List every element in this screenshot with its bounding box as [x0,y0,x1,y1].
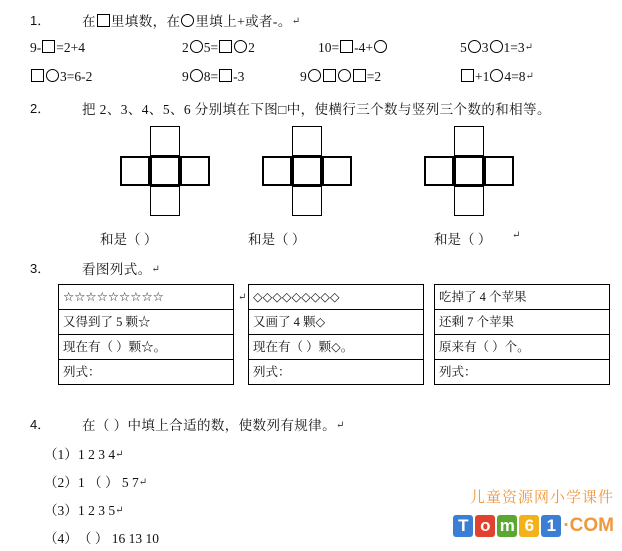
table-row [249,335,424,360]
table-cell: 列式： [59,360,234,385]
circle-glyph [181,14,194,27]
table-cell: 又画了 4 颗◇ [249,310,424,335]
box-glyph [42,40,55,53]
table-row [249,285,424,310]
sequence-row-2: （2）1 （ ） 5 7↵ [44,471,147,491]
q1-row-1-expr-2: 2 5= 2 [182,40,255,55]
circle-glyph [308,69,321,82]
table-row [435,335,610,360]
table-cell: ☆☆☆☆☆☆☆☆☆ [59,285,234,310]
question-4-prompt-text: 在（ ）中填上合适的数，使数列有规律。 [82,418,336,433]
question-3-number: 3． [30,261,51,276]
table-row [249,360,424,385]
q1-row-1-expr-4: 5 3 1=3↵ [460,40,534,55]
sequence-label: （4） [44,531,78,546]
circle-glyph [338,69,351,82]
circle-glyph [374,40,387,53]
table-row [59,335,234,360]
cross-cell-left [120,156,150,186]
sequence-values: （ ） 16 13 10 [78,531,159,546]
cross-cell-right [322,156,352,186]
table-row [435,310,610,335]
box-glyph [219,69,232,82]
cross-cell-right [484,156,514,186]
picture-table-2 [248,284,424,385]
circle-glyph [490,40,503,53]
cross-cell-center [150,156,180,186]
watermark-logo [453,511,614,541]
table-cell: ◇◇◇◇◇◇◇◇◇ [249,285,424,310]
question-4-number: 4． [30,417,51,432]
cross-cell-right [180,156,210,186]
table-row [435,285,610,310]
table-cell: 现在有（ ）颗☆。 [59,335,234,360]
q1-row-2-expr-4: +1 4=8↵ [460,69,534,85]
sum-label-1: 和是（ ） [100,232,158,247]
question-2-prompt: 把 2、3、4、5、6 分别填在下图□中，使横行三个数与竖列三个数的和相等。 [82,102,551,117]
q1-row-1-expr-1: 9- =2+4 [30,40,85,55]
logo-dot: · [563,515,570,536]
logo-letter-6: 6 [519,515,539,537]
box-glyph [353,69,366,82]
logo-letter-c: C [569,515,584,536]
cross-cell-bottom [454,186,484,216]
sequence-label: （2） [44,475,78,490]
cross-cell-top [454,126,484,156]
logo-letter-1: 1 [541,515,561,537]
cross-cell-bottom [292,186,322,216]
cross-figure-2 [262,126,352,216]
sequence-label: （1） [44,447,78,462]
picture-table-1 [58,284,234,385]
cross-cell-left [262,156,292,186]
sequence-values: 1 2 3 5 [78,503,116,518]
sequence-row-4 [44,527,159,547]
table-cell: 列式： [435,360,610,385]
table-cell: 吃掉了 4 个苹果 [435,285,610,310]
circle-glyph [468,40,481,53]
box-glyph [219,40,232,53]
logo-letter-o2: O [583,515,599,536]
sequence-values: 1 （ ） 5 7 [78,475,139,490]
table-row [59,360,234,385]
question-1-number: 1． [30,13,51,28]
question-2-number: 2． [30,101,51,116]
box-glyph [323,69,336,82]
sum-label-return: ↵ [512,230,521,241]
circle-glyph [490,69,503,82]
circle-glyph [234,40,247,53]
box-glyph [31,69,44,82]
table-cell: 列式： [249,360,424,385]
cross-cell-center [292,156,322,186]
table-row [249,310,424,335]
table-row [59,310,234,335]
sum-label-2: 和是（ ） [248,232,306,247]
q1-row-2-expr-2: 9 8= -3 [182,69,245,84]
watermark-text: 儿童资源网小学课件 [469,489,614,506]
cross-figure-1 [120,126,210,216]
logo-letter-m2: M [598,515,614,536]
q1-row-2-expr-1: 3=6-2 [30,69,92,85]
question-3-prompt-text: 看图列式。 [82,262,152,277]
sequence-values: 1 2 3 4 [78,447,116,462]
box-glyph [97,14,110,27]
table-cell: 原来有（ ）个。 [435,335,610,360]
sum-label-3: 和是（ ） [434,232,492,247]
cross-cell-top [292,126,322,156]
circle-glyph [46,69,59,82]
q1-row-2-expr-3: 9 =2 [300,69,382,84]
question-1-prompt: 在 里填数，在 里填上+或者-。↵ [82,14,301,29]
question-4-prompt: 在（ ）中填上合适的数，使数列有规律。↵ [82,418,345,433]
picture-table-3 [434,284,610,385]
table-cell: 现在有（ ）颗◇。 [249,335,424,360]
table-1-return: ↵ [238,292,247,303]
question-3-prompt: 看图列式。↵ [82,262,161,277]
q1-row-1-expr-3: 10= -4+ [318,40,388,56]
logo-letter-t: T [453,515,473,537]
table-row [435,360,610,385]
cross-cell-bottom [150,186,180,216]
cross-cell-center [454,156,484,186]
sequence-row-3: （3）1 2 3 5↵ [44,499,124,519]
circle-glyph [190,40,203,53]
circle-glyph [190,69,203,82]
cross-cell-left [424,156,454,186]
sequence-row-1: （1）1 2 3 4↵ [44,443,124,463]
logo-letter-o: o [475,515,495,537]
table-cell: 又得到了 5 颗☆ [59,310,234,335]
logo-letter-m: m [497,515,517,537]
box-glyph [461,69,474,82]
table-cell: 还剩 7 个苹果 [435,310,610,335]
box-glyph [340,40,353,53]
cross-cell-top [150,126,180,156]
cross-figure-3 [424,126,514,216]
table-row [59,285,234,310]
sequence-label: （3） [44,503,78,518]
